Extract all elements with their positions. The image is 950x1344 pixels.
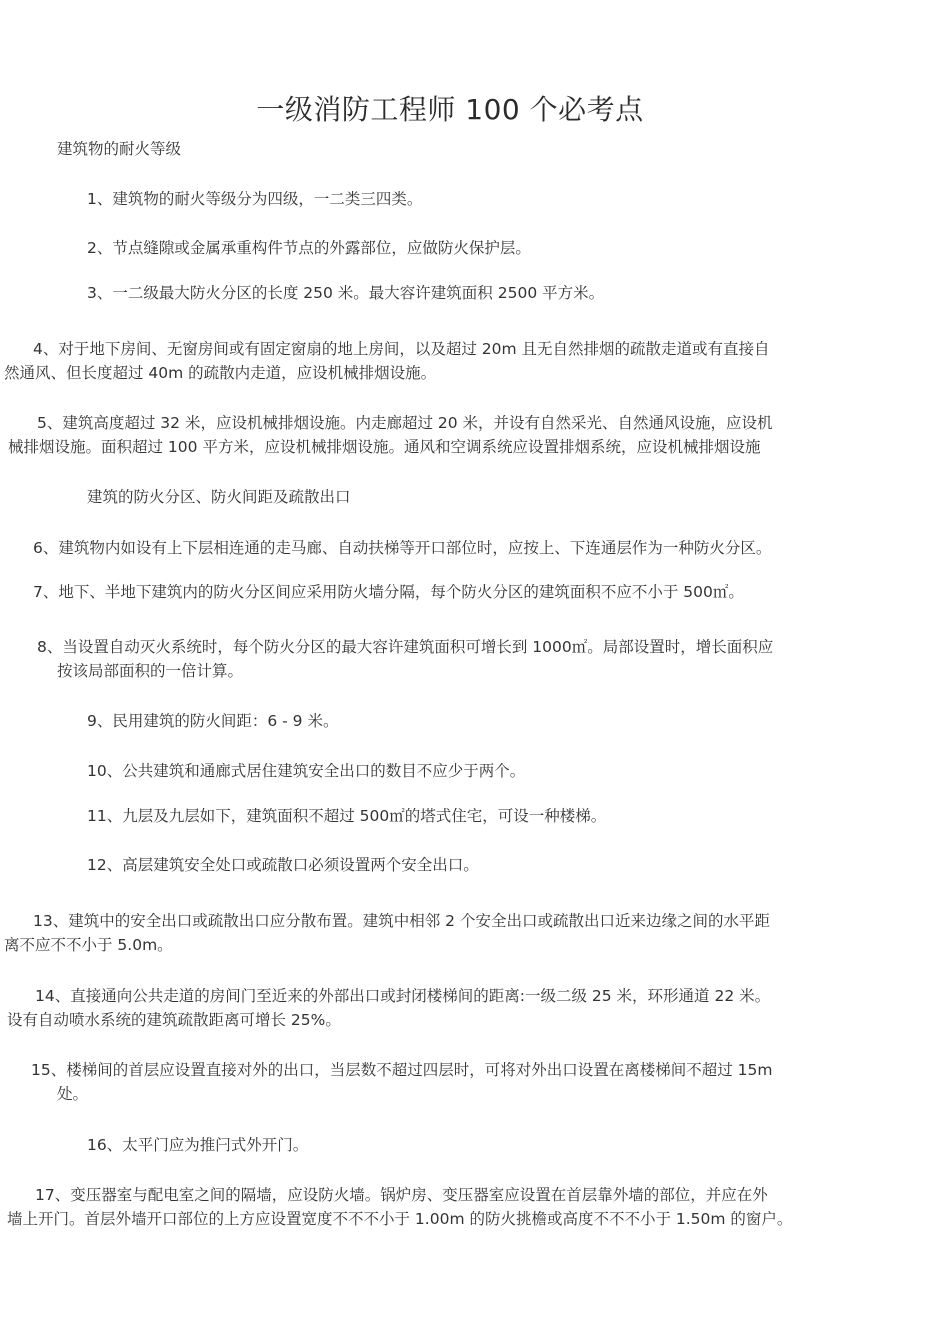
item-4-line-1: 4、对于地下房间、无窗房间或有固定窗扇的地上房间，以及超过 20m 且无自然排烟的疏散走道或有直接自 — [33, 340, 770, 358]
item-13 — [4, 909, 770, 957]
section-heading-fire-compartments: 建筑的防火分区、防火间距及疏散出口 — [87, 488, 351, 506]
item-9: 9、民用建筑的防火间距：6 - 9 米。 — [87, 712, 339, 730]
item-8-line-1: 8、当设置自动灭火系统时，每个防火分区的最大容许建筑面积可增长到 1000㎡。局部设置时，增长面积应 — [37, 638, 774, 656]
item-4 — [4, 337, 770, 385]
item-15 — [31, 1058, 772, 1106]
item-5 — [8, 411, 773, 459]
document-title: 一级消防工程师 100 个必考点 — [256, 93, 644, 126]
item-2: 2、节点缝隙或金属承重构件节点的外露部位，应做防火保护层。 — [87, 239, 531, 257]
item-14 — [7, 984, 770, 1032]
item-5-line-2: 械排烟设施。面积超过 100 平方米，应设机械排烟设施。通风和空调系统应设置排烟系统，应设机械排烟设施 — [8, 438, 761, 456]
item-4-line-2: 然通风、但长度超过 40m 的疏散内走道，应设机械排烟设施。 — [4, 364, 437, 382]
item-13-line-1: 13、建筑中的安全出口或疏散出口应分散布置。建筑中相邻 2 个安全出口或疏散出口近来边缘之间的水平距 — [33, 912, 770, 930]
item-8-line-2: 按该局部面积的一倍计算。 — [57, 662, 244, 680]
item-3: 3、一二级最大防火分区的长度 250 米。最大容许建筑面积 2500 平方米。 — [87, 284, 605, 302]
item-5-line-1: 5、建筑高度超过 32 米，应设机械排烟设施。内走廊超过 20 米，并设有自然采光、自然通风设施，应设机 — [37, 414, 773, 432]
item-13-line-2: 离不应不不小于 5.0m。 — [4, 936, 173, 954]
item-17 — [7, 1183, 792, 1231]
item-6: 6、建筑物内如设有上下层相连通的走马廊、自动扶梯等开口部位时，应按上、下连通层作为一种防火分区。 — [33, 539, 772, 557]
item-8 — [37, 635, 773, 683]
item-11: 11、九层及九层如下，建筑面积不超过 500㎡的塔式住宅，可设一种楼梯。 — [87, 807, 607, 825]
item-17-line-2: 墙上开门。首层外墙开口部位的上方应设置宽度不不不小于 1.00m 的防火挑檐或高度不不不小于 1.50m 的窗户。 — [7, 1210, 793, 1228]
item-15-line-2: 处。 — [57, 1085, 89, 1103]
item-12: 12、高层建筑安全处口或疏散口必须设置两个安全出口。 — [87, 856, 479, 874]
item-14-line-2: 设有自动喷水系统的建筑疏散距离可增长 25%。 — [7, 1011, 341, 1029]
section-heading-fire-resistance: 建筑物的耐火等级 — [57, 140, 182, 158]
item-16: 16、太平门应为推闩式外开门。 — [87, 1136, 309, 1154]
item-1: 1、建筑物的耐火等级分为四级，一二类三四类。 — [87, 190, 423, 208]
item-14-line-1: 14、直接通向公共走道的房间门至近来的外部出口或封闭楼梯间的距离:一级二级 25 米，环形通道 22 米。 — [35, 987, 771, 1005]
item-17-line-1: 17、变压器室与配电室之间的隔墙，应设防火墙。锅炉房、变压器室应设置在首层靠外墙的部位，并应在外 — [35, 1186, 768, 1204]
item-15-line-1: 15、楼梯间的首层应设置直接对外的出口，当层数不超过四层时，可将对外出口设置在离楼梯间不超过 15m — [31, 1061, 773, 1079]
item-10: 10、公共建筑和通廊式居住建筑安全出口的数目不应少于两个。 — [87, 762, 526, 780]
item-7: 7、地下、半地下建筑内的防火分区间应采用防火墙分隔，每个防火分区的建筑面积不应不小于 500㎡。 — [33, 583, 744, 601]
